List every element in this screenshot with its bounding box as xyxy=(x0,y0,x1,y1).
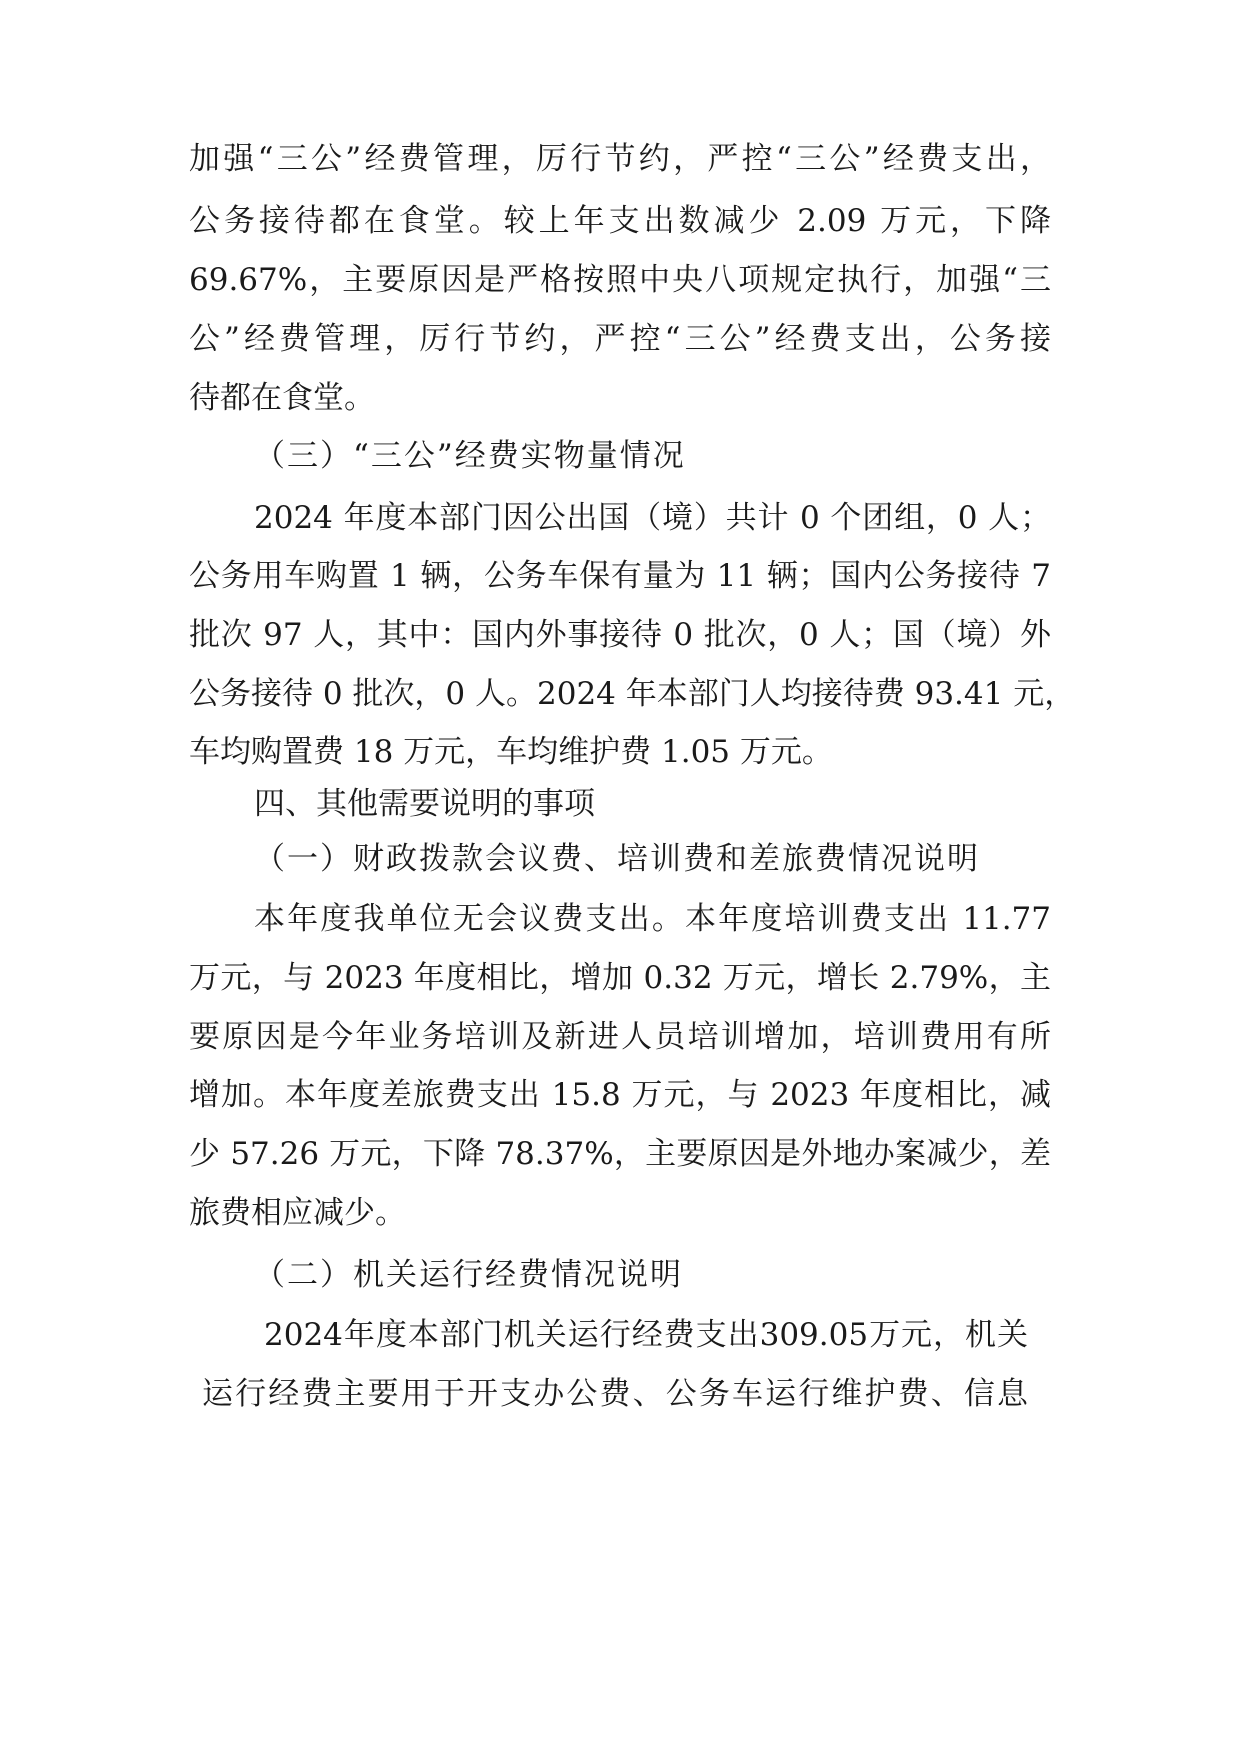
text-line: 批次 97 人，其中：国内外事接待 0 批次，0 人；国（境）外 xyxy=(189,617,1051,653)
text-line: 公务接待 0 批次，0 人。2024 年本部门人均接待费 93.41 元， xyxy=(189,676,1076,712)
subsection-heading: （一）财政拨款会议费、培训费和差旅费情况说明 xyxy=(254,841,980,877)
text-line: 车均购置费 18 万元，车均维护费 1.05 万元。 xyxy=(189,734,833,770)
text-line: 万元，与 2023 年度相比，增加 0.32 万元，增长 2.79%，主 xyxy=(189,960,1051,996)
subsection-heading: （三）“三公”经费实物量情况 xyxy=(254,438,686,474)
text-line: 旅费相应减少。 xyxy=(189,1195,406,1231)
text-line: 运行经费主要用于开支办公费、公务车运行维护费、信息 xyxy=(202,1376,1028,1412)
text-line: 公务接待都在食堂。较上年支出数减少 2.09 万元，下降 xyxy=(189,203,1051,239)
text-line: 要原因是今年业务培训及新进人员培训增加，培训费用有所 xyxy=(189,1019,1051,1055)
text-line: 本年度我单位无会议费支出。本年度培训费支出 11.77 xyxy=(254,901,1051,937)
text-line: 2024年度本部门机关运行经费支出309.05万元，机关 xyxy=(264,1317,1028,1353)
subsection-heading: （二）机关运行经费情况说明 xyxy=(254,1257,683,1293)
text-line: 公务用车购置 1 辆，公务车保有量为 11 辆；国内公务接待 7 xyxy=(189,558,1051,594)
section-heading: 四、其他需要说明的事项 xyxy=(254,786,595,822)
text-line: 待都在食堂。 xyxy=(189,380,375,416)
text-line: 少 57.26 万元，下降 78.37%，主要原因是外地办案减少，差 xyxy=(189,1136,1051,1172)
text-line: 加强“三公”经费管理，厉行节约，严控“三公”经费支出， xyxy=(189,141,1051,177)
text-line: 增加。本年度差旅费支出 15.8 万元，与 2023 年度相比，减 xyxy=(189,1077,1051,1113)
text-line: 2024 年度本部门因公出国（境）共计 0 个团组，0 人； xyxy=(254,500,1051,536)
text-line: 69.67%，主要原因是严格按照中央八项规定执行，加强“三 xyxy=(189,262,1051,298)
text-line: 公”经费管理，厉行节约，严控“三公”经费支出，公务接 xyxy=(189,321,1051,357)
